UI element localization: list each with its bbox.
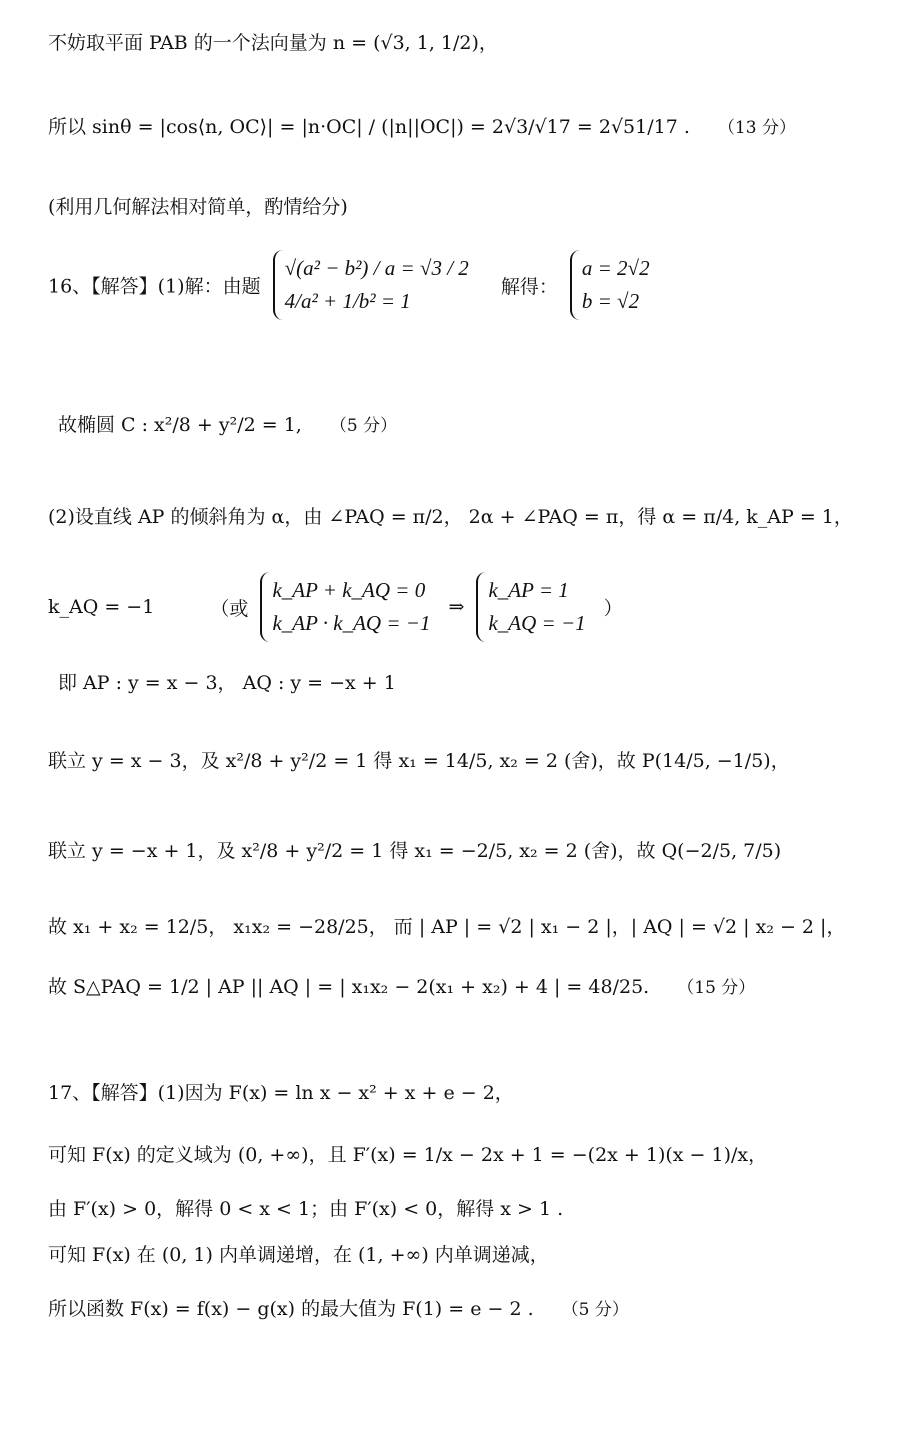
text: 可知 F(x) 的定义域为 (0, +∞)，且 F′(x) = 1/x − 2x + 1 = −(2x + 1)(x − 1)/x，: [48, 1144, 768, 1166]
text: (利用几何解法相对简单，酌情给分): [48, 196, 348, 218]
text: 所以函数 F(x) = f(x) − g(x) 的最大值为 F(1) = e − 2 .: [48, 1298, 534, 1320]
text: 即 AP : y = x − 3， AQ : y = −x + 1: [58, 672, 396, 694]
slope-system-line: [48, 572, 623, 642]
slope-line: [48, 502, 853, 529]
area-line: [48, 972, 755, 999]
text: 不妨取平面 PAB 的一个法向量为 n = (√3, 1, 1/2)，: [48, 32, 498, 54]
text: ）: [603, 597, 623, 620]
problem-16-part1: [48, 250, 662, 320]
equation-system-given: [273, 250, 475, 320]
derivative-line: [48, 1140, 767, 1167]
note-line: [48, 192, 348, 219]
text: 解得：: [500, 275, 558, 298]
equation: √(a² − b²) / a = √3 / 2: [284, 256, 469, 280]
score-label: （5 分）: [561, 1300, 629, 1320]
maximum-line: [48, 1294, 629, 1321]
equation: k_AP = 1: [488, 578, 569, 602]
text: 故 S△PAQ = 1/2 | AP || AQ | = | x₁x₂ − 2(x₁ + x₂) + 4 | = 48/25.: [48, 976, 650, 998]
distance-line: [48, 912, 845, 939]
implies-symbol: ⇒: [448, 596, 465, 618]
text: k_AQ = −1: [48, 596, 155, 618]
intersection-p-line: [48, 746, 790, 773]
text: 可知 F(x) 在 (0, 1) 内单调递增，在 (1, +∞) 内单调递减，: [48, 1244, 549, 1266]
normal-vector-line: [48, 28, 498, 55]
score-label: （15 分）: [677, 978, 756, 998]
text: 故 x₁ + x₂ = 12/5， x₁x₂ = −28/25， 而 | AP | = √2 | x₁ − 2 |，| AQ | = √2 | x₂ − 2 |，: [48, 916, 846, 938]
monotonic-condition-line: [48, 1194, 563, 1221]
equation: b = √2: [581, 289, 640, 313]
intersection-q-line: [48, 836, 781, 863]
text: 由 F′(x) > 0，解得 0 < x < 1；由 F′(x) < 0，解得 x > 1 .: [48, 1198, 564, 1220]
equation-system-slopes: [260, 572, 436, 642]
equation: k_AP · k_AQ = −1: [272, 611, 431, 635]
text: 联立 y = −x + 1，及 x²/8 + y²/2 = 1 得 x₁ = −2/5, x₂ = 2 (舍)，故 Q(−2/5, 7/5): [48, 840, 782, 862]
equation: k_AP + k_AQ = 0: [272, 578, 426, 602]
text: |n·OC| / (|n||OC|) = 2√3/√17 = 2√51/17 .: [301, 116, 690, 138]
text: (2)设直线 AP 的倾斜角为 α，由 ∠PAQ = π/2， 2α + ∠PAQ = π，得 α = π/4, k_AP = 1，: [48, 506, 853, 528]
equation: k_AQ = −1: [488, 611, 586, 635]
text: 所以 sinθ = |cos⟨n, OC⟩| =: [48, 116, 302, 138]
line-equations: [58, 668, 396, 695]
equation: 4/a² + 1/b² = 1: [284, 289, 411, 313]
equation-system-solution: [570, 250, 656, 320]
problem-17-line: [48, 1078, 514, 1105]
text: 联立 y = x − 3，及 x²/8 + y²/2 = 1 得 x₁ = 14/5, x₂ = 2 (舍)，故 P(14/5, −1/5)，: [48, 750, 790, 772]
text: 17、【解答】(1)因为 F(x) = ln x − x² + x + e − 2，: [48, 1082, 514, 1104]
equation: a = 2√2: [581, 256, 650, 280]
sine-line: [48, 112, 796, 139]
score-label: （5 分）: [329, 416, 398, 436]
text: 16、【解答】(1)解：由题: [48, 275, 261, 298]
score-label: （13 分）: [717, 118, 796, 138]
equation-system-slope-values: [476, 572, 591, 642]
ellipse-result-line: [58, 410, 397, 437]
monotonic-interval-line: [48, 1240, 549, 1267]
text: （或: [210, 597, 249, 620]
text: 故椭圆 C : x²/8 + y²/2 = 1,: [58, 414, 302, 436]
